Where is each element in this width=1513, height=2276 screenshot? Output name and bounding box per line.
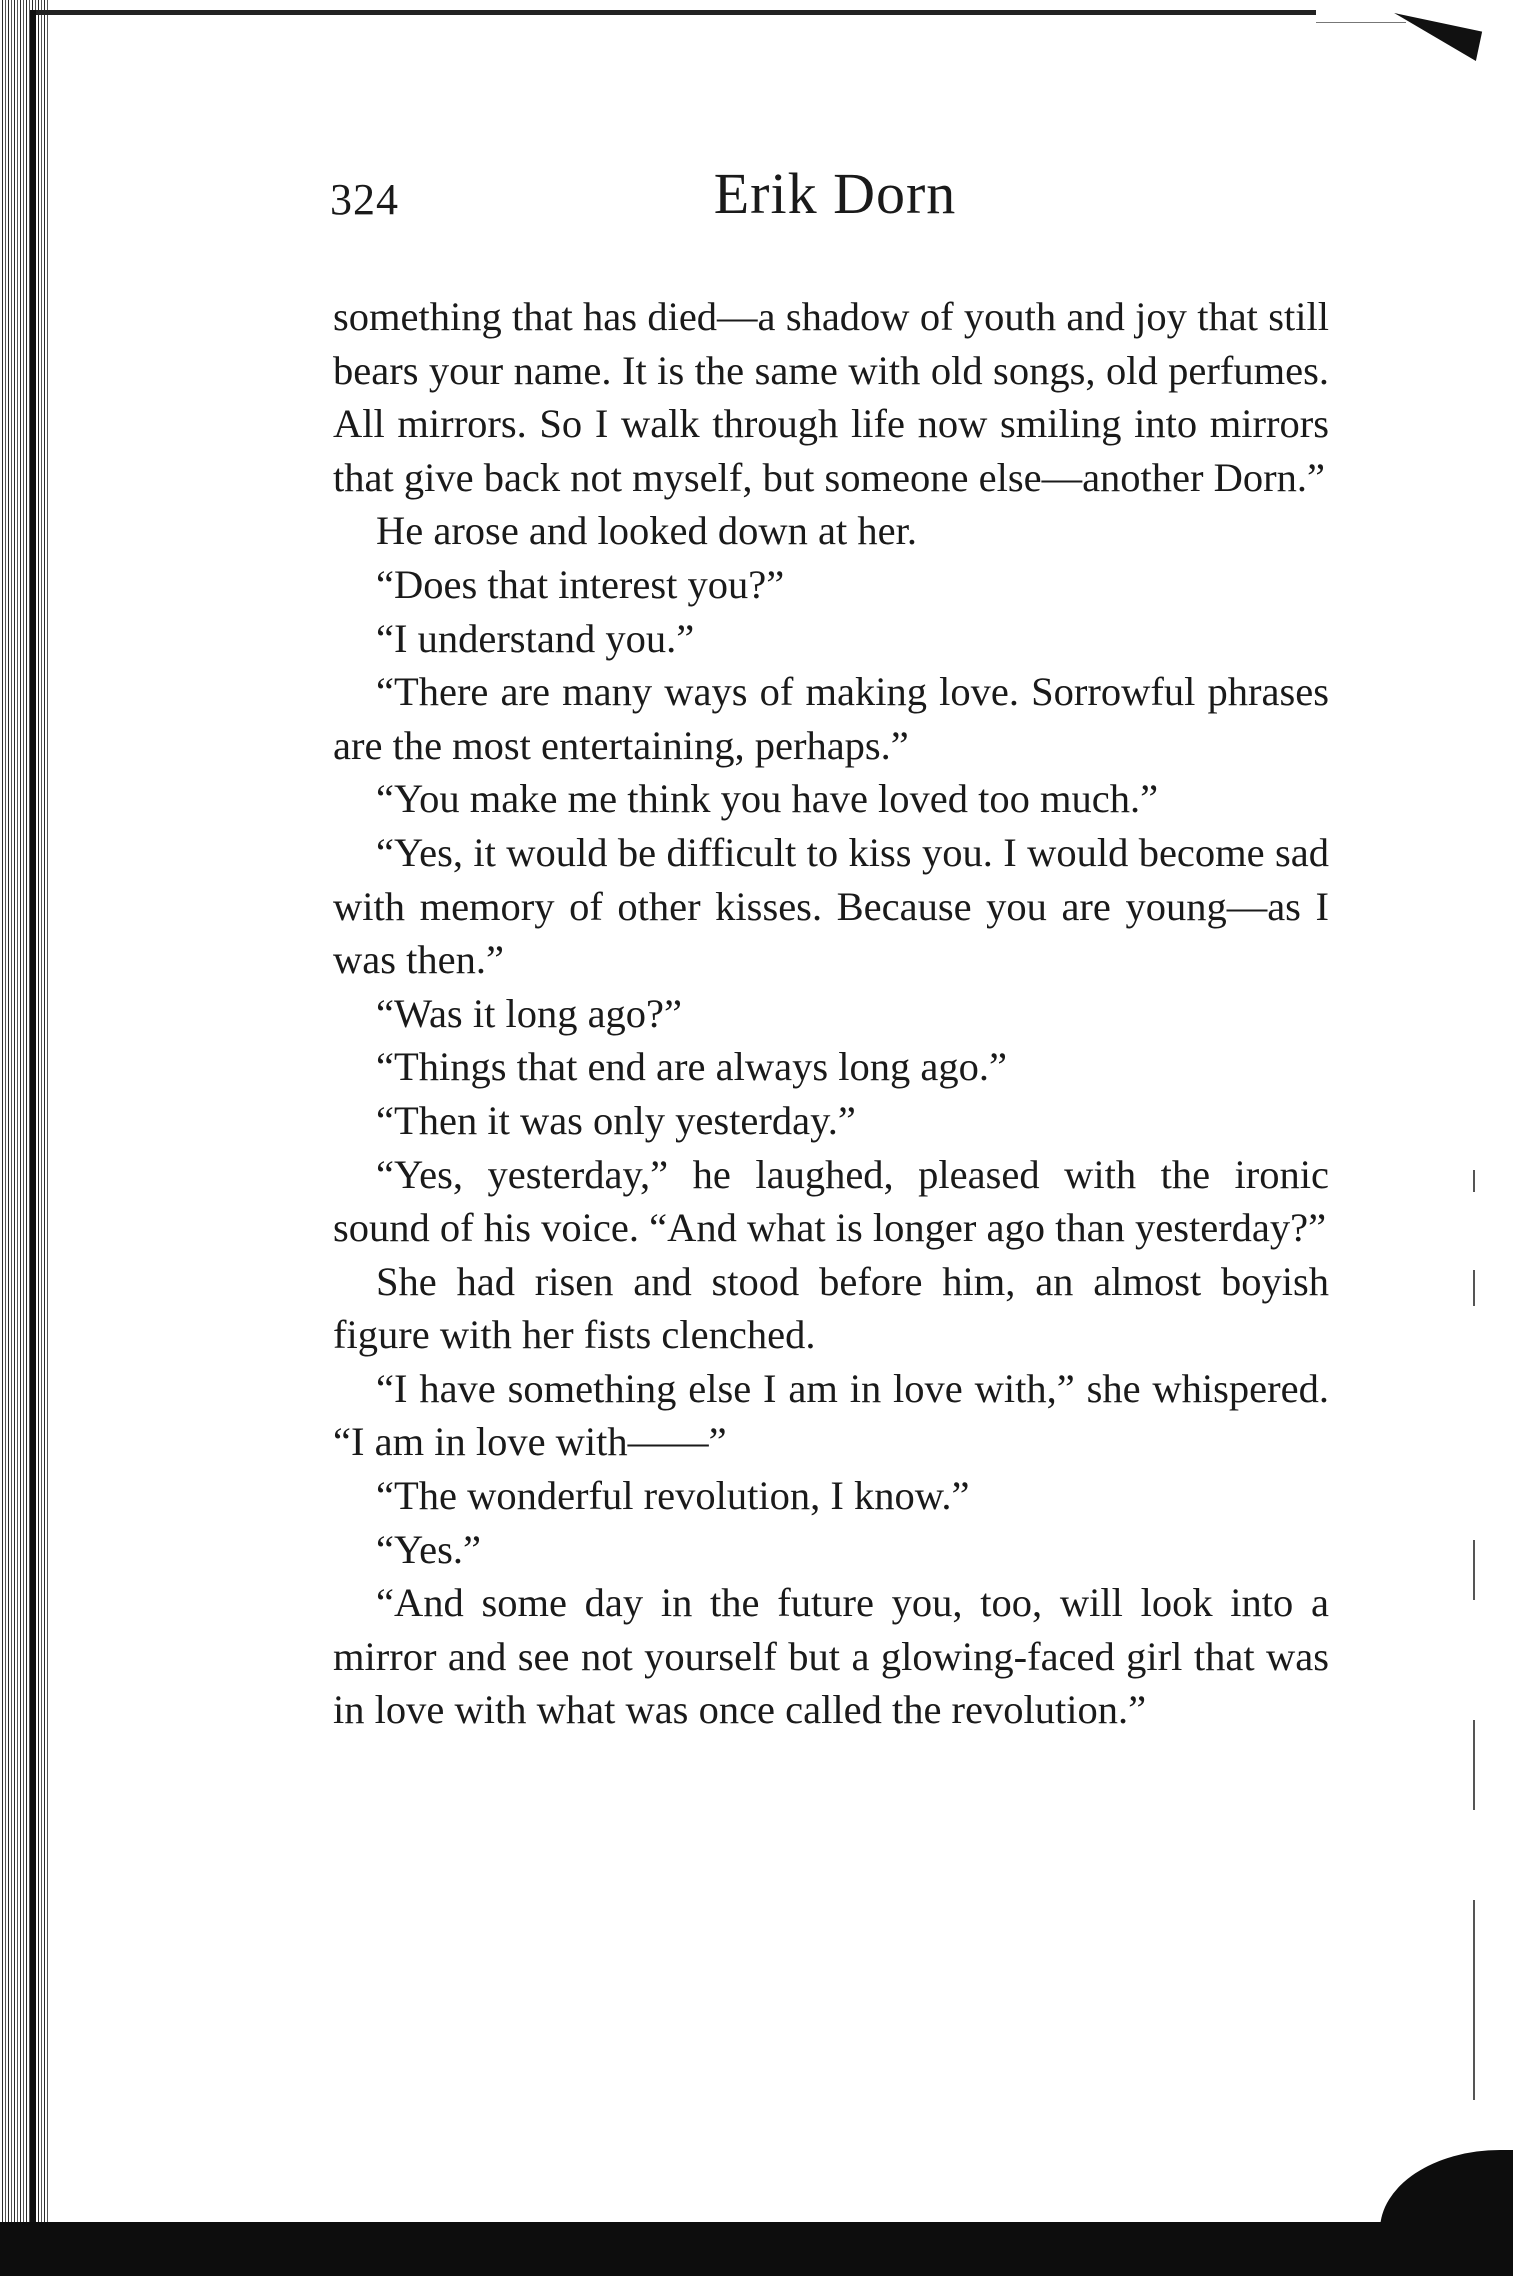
margin-mark (1473, 1170, 1475, 1192)
paragraph: “The wonderful revolution, I know.” (376, 1473, 970, 1519)
margin-mark (1473, 1540, 1475, 1600)
paragraph: “You make me think you have loved too much.” (376, 776, 1159, 822)
paragraph: She had risen and stood before him, an almost boyish figure with her fists clenched. (333, 1258, 1329, 1358)
page-number: 324 (330, 175, 399, 224)
paragraph: “Yes.” (376, 1526, 482, 1572)
running-title: Erik Dorn (713, 161, 957, 226)
paragraph: “There are many ways of making love. Sorrowful phrases are the most entertaining, perhaps.” (333, 669, 1329, 768)
bottom-corner-curl (1380, 2150, 1513, 2230)
paragraph: “Things that end are always long ago.” (376, 1044, 1007, 1090)
top-corner-fold (1388, 13, 1482, 61)
top-page-edge (36, 10, 1316, 15)
paragraph: “Then it was only yesterday.” (376, 1097, 856, 1143)
page-binding-shadow (30, 10, 36, 2250)
paragraph: “Yes, yesterday,” he laughed, pleased with the ironic sound of his voice. “And what is longer ago than yesterday?” (333, 1151, 1329, 1251)
paragraph: “And some day in the future you, too, will look into a mirror and see not yourself but a glowing-faced girl that was in love with what was once called the revolution.” (333, 1580, 1329, 1733)
paragraph: “Was it long ago?” (376, 990, 683, 1036)
body-text (333, 290, 1329, 1737)
paragraph: “Yes, it would be difficult to kiss you. I would become sad with memory of other kisses. Because you are young—as I was then.” (333, 829, 1329, 983)
margin-mark (1473, 1900, 1475, 2100)
paragraph: He arose and looked down at her. (376, 508, 917, 554)
paragraph: “Does that interest you?” (376, 561, 785, 607)
margin-mark (1473, 1270, 1475, 1306)
paragraph: something that has died—a shadow of youth and joy that still bears your name. It is the same with old songs, old perfumes. All mirrors. So I walk through life now smiling into mirrors that give back not myself, but someone else—another Dorn.” (333, 294, 1329, 500)
paragraph: “I understand you.” (376, 615, 695, 661)
page-header (330, 160, 1340, 240)
bottom-page-edge (0, 2222, 1513, 2276)
margin-mark (1473, 1720, 1475, 1810)
paragraph: “I have something else I am in love with,” she whispered. “I am in love with——” (333, 1365, 1329, 1465)
page-binding-edge (0, 0, 48, 2276)
